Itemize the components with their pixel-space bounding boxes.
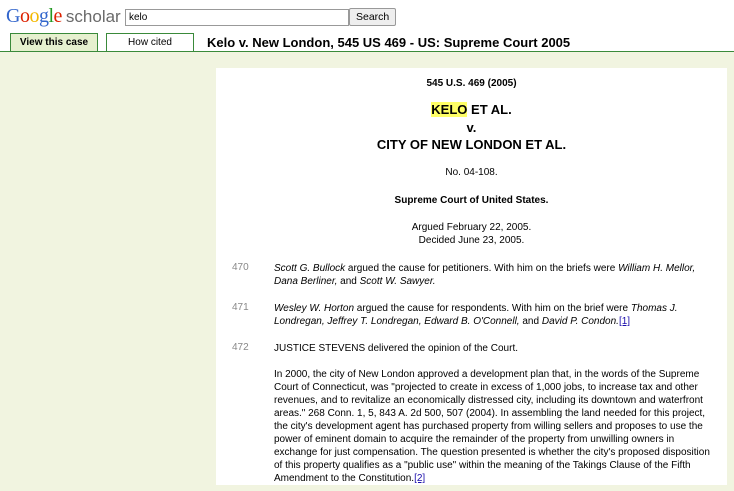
argued-date: Argued February 22, 2005.	[411, 222, 532, 233]
doc-right-margin	[727, 52, 734, 491]
page-number[interactable]: 472	[232, 342, 249, 353]
decided-date: Decided June 23, 2005.	[418, 235, 525, 246]
search-highlight: KELO	[431, 102, 468, 117]
docket-number: No. 04-108.	[445, 167, 498, 178]
paragraph-text: and	[337, 276, 360, 287]
opinion-body-text: In 2000, the city of New London approved a development plan that, in the words of the Supreme Court of Connecticut, was "projected to create in excess of 1,000 jobs, to increase tax and other revenues, and to revitalize an economically distressed city, including its downtown and waterfront areas." 268 Conn. 1, 5, 843 A. 2d 500, 507 (2004). In assembling the land needed for this project, the city's development agent has purchased property from willing sellers and proposes to use the power of eminent domain to acquire the remainder of the property from unwilling owners in exchange for just compensation. The question presented is whether the city's proposed disposition of this property qualifies as a "public use" within the meaning of the Takings Clause of the Fifth Amendment to the Constitution.	[274, 369, 710, 484]
attorney-name: Wesley W. Horton	[274, 303, 355, 314]
logo-product-label: scholar	[65, 7, 121, 26]
attorney-name: David P. Condon.	[541, 316, 619, 327]
attorney-name: Scott W. Sawyer.	[359, 276, 436, 287]
search-button[interactable]: Search	[349, 8, 396, 26]
party-petitioner	[216, 102, 727, 117]
versus: v.	[466, 120, 477, 135]
search-input[interactable]	[125, 9, 349, 26]
top-bar	[0, 0, 734, 34]
paragraph-text: argued the cause for respondents. With him on the brief were	[354, 303, 631, 314]
counsel-respondents	[274, 302, 714, 328]
doc-top-margin	[216, 52, 734, 68]
page-number[interactable]: 471	[232, 302, 249, 313]
google-scholar-logo[interactable]: Google scholar	[6, 5, 121, 27]
doc-bottom-margin	[216, 485, 734, 491]
court-name: Supreme Court of United States.	[394, 195, 549, 206]
attorney-name: William H. Mellor, Dana Berliner,	[274, 263, 696, 287]
party-respondent: CITY OF NEW LONDON ET AL.	[376, 137, 567, 152]
footnote-link[interactable]: [1]	[618, 316, 631, 327]
case-title: Kelo v. New London, 545 US 469 - US: Supreme Court 2005	[207, 35, 571, 50]
footnote-link[interactable]: [2]	[414, 473, 426, 484]
citation: 545 U.S. 469 (2005)	[426, 78, 517, 89]
attorney-name: Thomas J. Londregan, Jeffrey T. Londregan, Edward B. O'Connell,	[274, 303, 678, 327]
opinion-intro: JUSTICE STEVENS delivered the opinion of the Court.	[274, 343, 519, 354]
tab-how-cited[interactable]: How cited	[106, 33, 194, 51]
attorney-name: Scott G. Bullock	[274, 263, 346, 274]
paragraph-text: argued the cause for petitioners. With him on the briefs were	[345, 263, 619, 274]
party-petitioner-rest: ET AL.	[467, 102, 512, 117]
counsel-petitioners	[274, 262, 714, 288]
opinion-body	[274, 368, 714, 485]
page-number[interactable]: 470	[232, 262, 249, 273]
paragraph-text: and	[519, 316, 542, 327]
tab-view-this-case[interactable]: View this case	[10, 33, 98, 52]
left-sidebar	[0, 52, 216, 491]
